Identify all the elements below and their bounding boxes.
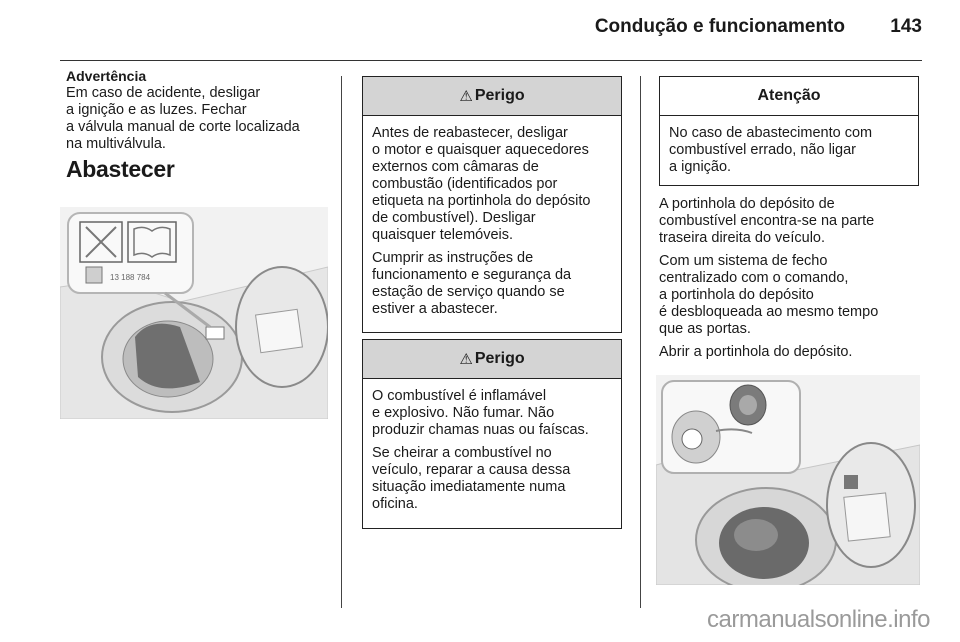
text-line: Antes de reabastecer, desligar	[372, 125, 568, 141]
danger-paragraph	[372, 388, 613, 439]
text-line: estiver a abastecer.	[372, 301, 498, 317]
text-line: funcionamento e segurança da	[372, 267, 572, 283]
danger-box-body	[363, 116, 621, 332]
attention-box-header	[660, 77, 918, 116]
column-divider-left	[341, 76, 342, 608]
text-line: externos com câmaras de	[372, 159, 539, 175]
text-line: combustível errado, não ligar	[669, 142, 856, 158]
danger-box-header	[363, 340, 621, 379]
text-line: e explosivo. Não fumar. Não	[372, 405, 555, 421]
text-line: a portinhola do depósito	[659, 287, 814, 303]
text-line: Com um sistema de fecho	[659, 253, 828, 269]
warning-triangle-icon: ⚠	[459, 351, 473, 368]
text-line: etiqueta na portinhola do depósito	[372, 193, 591, 209]
attention-box	[659, 76, 919, 186]
text-line: centralizado com o comando,	[659, 270, 849, 286]
attention-title: Atenção	[757, 87, 821, 104]
text-line: de combustível). Desligar	[372, 210, 536, 226]
warning-line: a ignição e as luzes. Fechar	[66, 102, 247, 118]
danger-box-2	[362, 339, 622, 529]
text-line: O combustível é inflamável	[372, 388, 547, 404]
text-line: o motor e quaisquer aquecedores	[372, 142, 589, 158]
header-rule	[60, 60, 922, 61]
text-line: estação de serviço quando se	[372, 284, 565, 300]
text-line: quaisquer telemóveis.	[372, 227, 514, 243]
text-line: No caso de abastecimento com	[669, 125, 873, 141]
danger-box-body	[363, 379, 621, 527]
text-line: Cumprir as instruções de	[372, 250, 534, 266]
text-line: produzir chamas nuas ou faíscas.	[372, 422, 589, 438]
section-heading: Abastecer	[66, 156, 175, 182]
attention-box-body	[660, 116, 918, 184]
fuel-door-open-illustration	[656, 375, 920, 585]
column-divider-right	[640, 76, 641, 608]
danger-box-1	[362, 76, 622, 333]
page-header-title: Condução e funcionamento	[594, 16, 845, 37]
text-line: A portinhola do depósito de	[659, 196, 835, 212]
text-line: veículo, reparar a causa dessa	[372, 462, 571, 478]
body-paragraph: Abrir a portinhola do depósito.	[659, 344, 853, 360]
text-line: situação imediatamente numa	[372, 479, 566, 495]
text-line: a ignição.	[669, 159, 732, 175]
column-3-text	[659, 196, 919, 367]
body-paragraph	[659, 196, 919, 247]
danger-title: Perigo	[474, 350, 525, 367]
text-line: é desbloqueada ao mesmo tempo	[659, 304, 879, 320]
page-number: 143	[890, 16, 922, 37]
danger-paragraph	[372, 250, 613, 318]
warning-line: Em caso de acidente, desligar	[66, 85, 261, 101]
column-1	[66, 68, 334, 182]
warning-line: na multiválvula.	[66, 136, 166, 152]
danger-paragraph	[372, 125, 613, 244]
fuel-type-icon	[86, 267, 102, 283]
warning-line: a válvula manual de corte localizada	[66, 119, 300, 135]
text-line: que as portas.	[659, 321, 751, 337]
danger-paragraph	[372, 445, 613, 513]
danger-title: Perigo	[474, 87, 525, 104]
text-line: oficina.	[372, 496, 418, 512]
warning-triangle-icon: ⚠	[459, 88, 473, 105]
danger-box-header	[363, 77, 621, 116]
warning-title: Advertência	[66, 68, 147, 84]
text-line: Se cheirar a combustível no	[372, 445, 552, 461]
label-code: 13 188 784	[110, 273, 151, 282]
text-line: combustível encontra-se na parte	[659, 213, 875, 229]
fuel-door-label-illustration	[60, 207, 328, 419]
body-paragraph	[659, 253, 919, 338]
text-line: combustão (identificados por	[372, 176, 558, 192]
watermark: carmanualsonline.info	[707, 606, 930, 633]
text-line: traseira direita do veículo.	[659, 230, 826, 246]
